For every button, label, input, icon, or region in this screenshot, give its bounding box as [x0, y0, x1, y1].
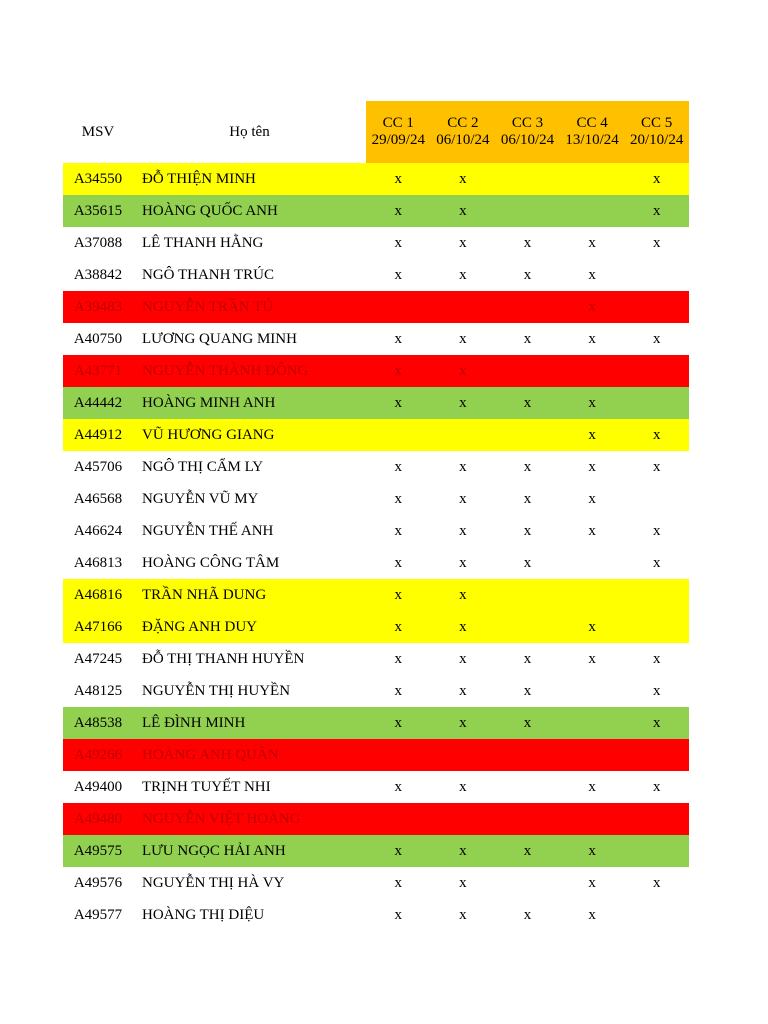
attendance-mark-cc5	[624, 291, 689, 323]
attendance-mark-cc2	[431, 803, 496, 835]
student-name-cell: NGUYỄN VŨ MY	[142, 490, 259, 507]
student-id-cell: A39483	[73, 298, 123, 315]
attendance-mark-cc2: x	[459, 842, 467, 859]
table-row	[63, 803, 689, 835]
attendance-mark-cc4	[560, 163, 625, 195]
attendance-mark-cc2: x	[459, 618, 467, 635]
student-name-cell: HOÀNG QUỐC ANH	[142, 202, 278, 219]
student-id-cell: A46816	[73, 586, 123, 603]
attendance-mark-cc1: x	[394, 650, 403, 667]
attendance-mark-cc1: x	[394, 394, 403, 411]
student-name-cell: VŨ HƯƠNG GIANG	[142, 426, 275, 443]
attendance-mark-cc1: x	[394, 618, 403, 635]
table-row	[63, 739, 689, 771]
table-row	[63, 163, 689, 195]
table-row	[63, 355, 689, 387]
student-name-cell: ĐỖ THỊ THANH HUYỀN	[142, 650, 305, 667]
student-id-cell: A49400	[73, 778, 123, 795]
student-id-cell: A35615	[73, 202, 123, 219]
header-session-1	[366, 101, 431, 163]
attendance-mark-cc4	[560, 675, 625, 707]
attendance-mark-cc3	[495, 771, 560, 803]
header-session-3	[495, 101, 560, 163]
attendance-mark-cc1	[366, 803, 431, 835]
table-row	[63, 259, 689, 291]
attendance-mark-cc1: x	[394, 490, 403, 507]
attendance-mark-cc4	[560, 739, 625, 771]
attendance-mark-cc2: x	[459, 234, 467, 251]
attendance-mark-cc4	[560, 547, 625, 579]
attendance-mark-cc1: x	[394, 458, 403, 475]
attendance-mark-cc4: x	[588, 266, 596, 283]
student-id-cell: A45706	[73, 458, 123, 475]
attendance-mark-cc5	[624, 579, 689, 611]
student-name-cell: HOÀNG CÔNG TÂM	[142, 554, 280, 571]
student-name-cell: LƯU NGỌC HẢI ANH	[142, 842, 286, 859]
attendance-mark-cc3	[495, 579, 560, 611]
student-name-cell: ĐỖ THIỆN MINH	[142, 170, 256, 187]
attendance-mark-cc5	[624, 803, 689, 835]
attendance-mark-cc5: x	[652, 202, 661, 219]
student-name-cell: NGUYỄN THÀNH ĐÔNG	[142, 362, 309, 379]
attendance-mark-cc1: x	[394, 522, 403, 539]
student-name-cell: LÊ ĐÌNH MINH	[142, 714, 246, 731]
attendance-mark-cc5	[624, 835, 689, 867]
student-id-cell: A44912	[73, 426, 123, 443]
attendance-mark-cc2: x	[459, 266, 467, 283]
attendance-mark-cc4: x	[588, 490, 596, 507]
attendance-mark-cc5	[624, 387, 689, 419]
session-label: CC 5	[641, 115, 673, 131]
attendance-mark-cc2: x	[459, 650, 467, 667]
attendance-mark-cc3: x	[523, 394, 532, 411]
attendance-mark-cc2: x	[459, 170, 467, 187]
header-session-2	[431, 101, 496, 163]
attendance-mark-cc4: x	[588, 618, 596, 635]
attendance-mark-cc5: x	[652, 330, 661, 347]
attendance-mark-cc2: x	[459, 682, 467, 699]
session-date: 13/10/24	[565, 132, 619, 148]
attendance-mark-cc4: x	[588, 426, 596, 443]
attendance-mark-cc3	[495, 867, 560, 899]
student-name-cell: HOÀNG ANH QUÂN	[142, 746, 279, 763]
attendance-mark-cc2: x	[459, 394, 467, 411]
session-date: 29/09/24	[371, 132, 425, 148]
attendance-mark-cc1: x	[394, 778, 403, 795]
attendance-mark-cc2: x	[459, 906, 467, 923]
student-id-cell: A49266	[73, 746, 123, 763]
student-name-cell: ĐẶNG ANH DUY	[142, 618, 257, 635]
attendance-mark-cc4: x	[588, 522, 596, 539]
table-row	[63, 899, 689, 931]
attendance-mark-cc3	[495, 803, 560, 835]
attendance-mark-cc5	[624, 899, 689, 931]
attendance-mark-cc5: x	[652, 650, 661, 667]
student-name-cell: LÊ THANH HẰNG	[142, 234, 264, 251]
attendance-mark-cc5: x	[652, 714, 661, 731]
attendance-mark-cc1: x	[394, 682, 403, 699]
attendance-mark-cc3: x	[523, 554, 532, 571]
header-session-4	[560, 101, 625, 163]
student-id-cell: A38842	[73, 266, 123, 283]
table-body	[63, 163, 689, 931]
attendance-mark-cc1: x	[394, 234, 403, 251]
attendance-mark-cc5	[624, 355, 689, 387]
attendance-mark-cc4	[560, 803, 625, 835]
attendance-mark-cc2: x	[459, 714, 467, 731]
attendance-mark-cc5: x	[652, 522, 661, 539]
student-id-cell: A49480	[73, 810, 123, 827]
student-name-cell: NGÔ THỊ CẨM LY	[142, 458, 264, 475]
attendance-mark-cc2: x	[459, 874, 467, 891]
student-id-cell: A40750	[73, 330, 123, 347]
attendance-mark-cc3: x	[523, 522, 532, 539]
student-id-cell: A46813	[73, 554, 123, 571]
attendance-mark-cc5	[624, 483, 689, 515]
attendance-mark-cc1: x	[394, 874, 403, 891]
attendance-mark-cc4: x	[588, 842, 596, 859]
student-id-cell: A46568	[73, 490, 123, 507]
attendance-mark-cc5: x	[652, 874, 661, 891]
attendance-mark-cc5: x	[652, 778, 661, 795]
student-id-cell: A48125	[73, 682, 123, 699]
attendance-mark-cc2: x	[459, 490, 467, 507]
attendance-mark-cc5	[624, 259, 689, 291]
table-row	[63, 547, 689, 579]
session-label: CC 1	[382, 115, 414, 131]
attendance-mark-cc3: x	[523, 490, 532, 507]
attendance-mark-cc4: x	[588, 394, 596, 411]
table-header	[63, 101, 689, 163]
table-row	[63, 451, 689, 483]
student-name-cell: HOÀNG MINH ANH	[142, 394, 276, 411]
attendance-mark-cc2: x	[459, 362, 467, 379]
attendance-table	[63, 101, 689, 931]
session-date: 20/10/24	[630, 132, 684, 148]
student-name-cell: TRẦN NHÃ DUNG	[142, 586, 267, 603]
student-id-cell: A49576	[73, 874, 123, 891]
student-id-cell: A37088	[73, 234, 123, 251]
student-id-cell: A49577	[73, 906, 123, 923]
attendance-mark-cc3: x	[523, 714, 532, 731]
session-date: 06/10/24	[500, 132, 555, 148]
attendance-mark-cc5: x	[652, 554, 661, 571]
table-row	[63, 291, 689, 323]
student-name-cell: NGUYỄN THỊ HÀ VY	[142, 874, 285, 891]
header-msv: MSV	[81, 123, 115, 140]
attendance-mark-cc1: x	[394, 586, 403, 603]
attendance-mark-cc2: x	[459, 586, 467, 603]
attendance-mark-cc4: x	[588, 234, 596, 251]
attendance-mark-cc5	[624, 611, 689, 643]
attendance-mark-cc4: x	[588, 874, 596, 891]
attendance-mark-cc3: x	[523, 458, 532, 475]
table-row	[63, 707, 689, 739]
header-name: Họ tên	[229, 123, 270, 140]
attendance-mark-cc2	[431, 291, 496, 323]
student-id-cell: A44442	[73, 394, 123, 411]
header-session-5	[624, 101, 689, 163]
student-id-cell: A43771	[73, 362, 123, 379]
attendance-mark-cc3: x	[523, 266, 532, 283]
header-row	[63, 101, 689, 163]
table-row	[63, 323, 689, 355]
attendance-mark-cc4: x	[588, 778, 596, 795]
attendance-mark-cc3: x	[523, 650, 532, 667]
table-row	[63, 195, 689, 227]
student-id-cell: A46624	[73, 522, 123, 539]
table-row	[63, 835, 689, 867]
table-row	[63, 579, 689, 611]
attendance-mark-cc3: x	[523, 682, 532, 699]
attendance-mark-cc4	[560, 579, 625, 611]
student-name-cell: NGUYỄN VIỆT HOÀNG	[142, 810, 301, 827]
attendance-mark-cc4	[560, 707, 625, 739]
student-name-cell: TRỊNH TUYẾT NHI	[142, 778, 271, 795]
attendance-mark-cc4	[560, 195, 625, 227]
attendance-mark-cc1	[366, 419, 431, 451]
attendance-mark-cc4	[560, 355, 625, 387]
attendance-mark-cc1: x	[394, 554, 403, 571]
attendance-mark-cc2: x	[459, 778, 467, 795]
attendance-mark-cc3	[495, 195, 560, 227]
table-row	[63, 387, 689, 419]
attendance-mark-cc5: x	[652, 170, 661, 187]
attendance-mark-cc3	[495, 739, 560, 771]
attendance-mark-cc5: x	[652, 426, 661, 443]
student-id-cell: A47245	[73, 650, 123, 667]
attendance-mark-cc1: x	[394, 202, 403, 219]
session-label: CC 3	[511, 115, 544, 131]
attendance-mark-cc3: x	[523, 234, 532, 251]
table-row	[63, 227, 689, 259]
attendance-mark-cc4: x	[588, 298, 596, 315]
attendance-mark-cc5: x	[652, 682, 661, 699]
attendance-mark-cc1: x	[394, 362, 403, 379]
attendance-mark-cc3: x	[523, 330, 532, 347]
attendance-mark-cc3	[495, 291, 560, 323]
attendance-mark-cc1: x	[394, 714, 403, 731]
attendance-mark-cc3: x	[523, 842, 532, 859]
session-label: CC 4	[576, 115, 608, 131]
attendance-mark-cc1: x	[394, 170, 403, 187]
attendance-mark-cc5: x	[652, 458, 661, 475]
attendance-mark-cc1: x	[394, 266, 403, 283]
attendance-mark-cc2: x	[459, 458, 467, 475]
student-name-cell: NGUYỄN THẾ ANH	[142, 522, 274, 539]
attendance-mark-cc2	[431, 419, 496, 451]
student-id-cell: A48538	[73, 714, 123, 731]
attendance-mark-cc4: x	[588, 906, 596, 923]
attendance-mark-cc2: x	[459, 522, 467, 539]
student-name-cell: NGUYỄN THỊ HUYỀN	[142, 682, 291, 699]
student-id-cell: A47166	[73, 618, 123, 635]
attendance-mark-cc4: x	[588, 650, 596, 667]
attendance-mark-cc1: x	[394, 906, 403, 923]
table-row	[63, 867, 689, 899]
student-name-cell: HOÀNG THỊ DIỆU	[142, 906, 265, 923]
attendance-mark-cc4: x	[588, 330, 596, 347]
attendance-mark-cc1: x	[394, 330, 403, 347]
attendance-mark-cc5: x	[652, 234, 661, 251]
attendance-mark-cc3	[495, 163, 560, 195]
table-row	[63, 643, 689, 675]
table-row	[63, 771, 689, 803]
table-row	[63, 419, 689, 451]
student-name-cell: NGUYỄN TRẦN TÚ	[142, 298, 274, 315]
attendance-mark-cc4: x	[588, 458, 596, 475]
session-date: 06/10/24	[436, 132, 490, 148]
table-row	[63, 675, 689, 707]
attendance-mark-cc3	[495, 355, 560, 387]
attendance-mark-cc1: x	[394, 842, 403, 859]
student-id-cell: A34550	[73, 170, 123, 187]
student-name-cell: LƯƠNG QUANG MINH	[142, 330, 297, 347]
attendance-mark-cc3	[495, 419, 560, 451]
attendance-mark-cc1	[366, 739, 431, 771]
table-row	[63, 515, 689, 547]
attendance-mark-cc3	[495, 611, 560, 643]
student-name-cell: NGÔ THANH TRÚC	[142, 266, 274, 283]
attendance-mark-cc2: x	[459, 202, 467, 219]
table-row	[63, 611, 689, 643]
attendance-mark-cc3: x	[523, 906, 532, 923]
table-row	[63, 483, 689, 515]
student-id-cell: A49575	[73, 842, 123, 859]
attendance-mark-cc5	[624, 739, 689, 771]
attendance-mark-cc1	[366, 291, 431, 323]
attendance-mark-cc2	[431, 739, 496, 771]
attendance-mark-cc2: x	[459, 330, 467, 347]
attendance-mark-cc2: x	[459, 554, 467, 571]
session-label: CC 2	[447, 115, 479, 131]
